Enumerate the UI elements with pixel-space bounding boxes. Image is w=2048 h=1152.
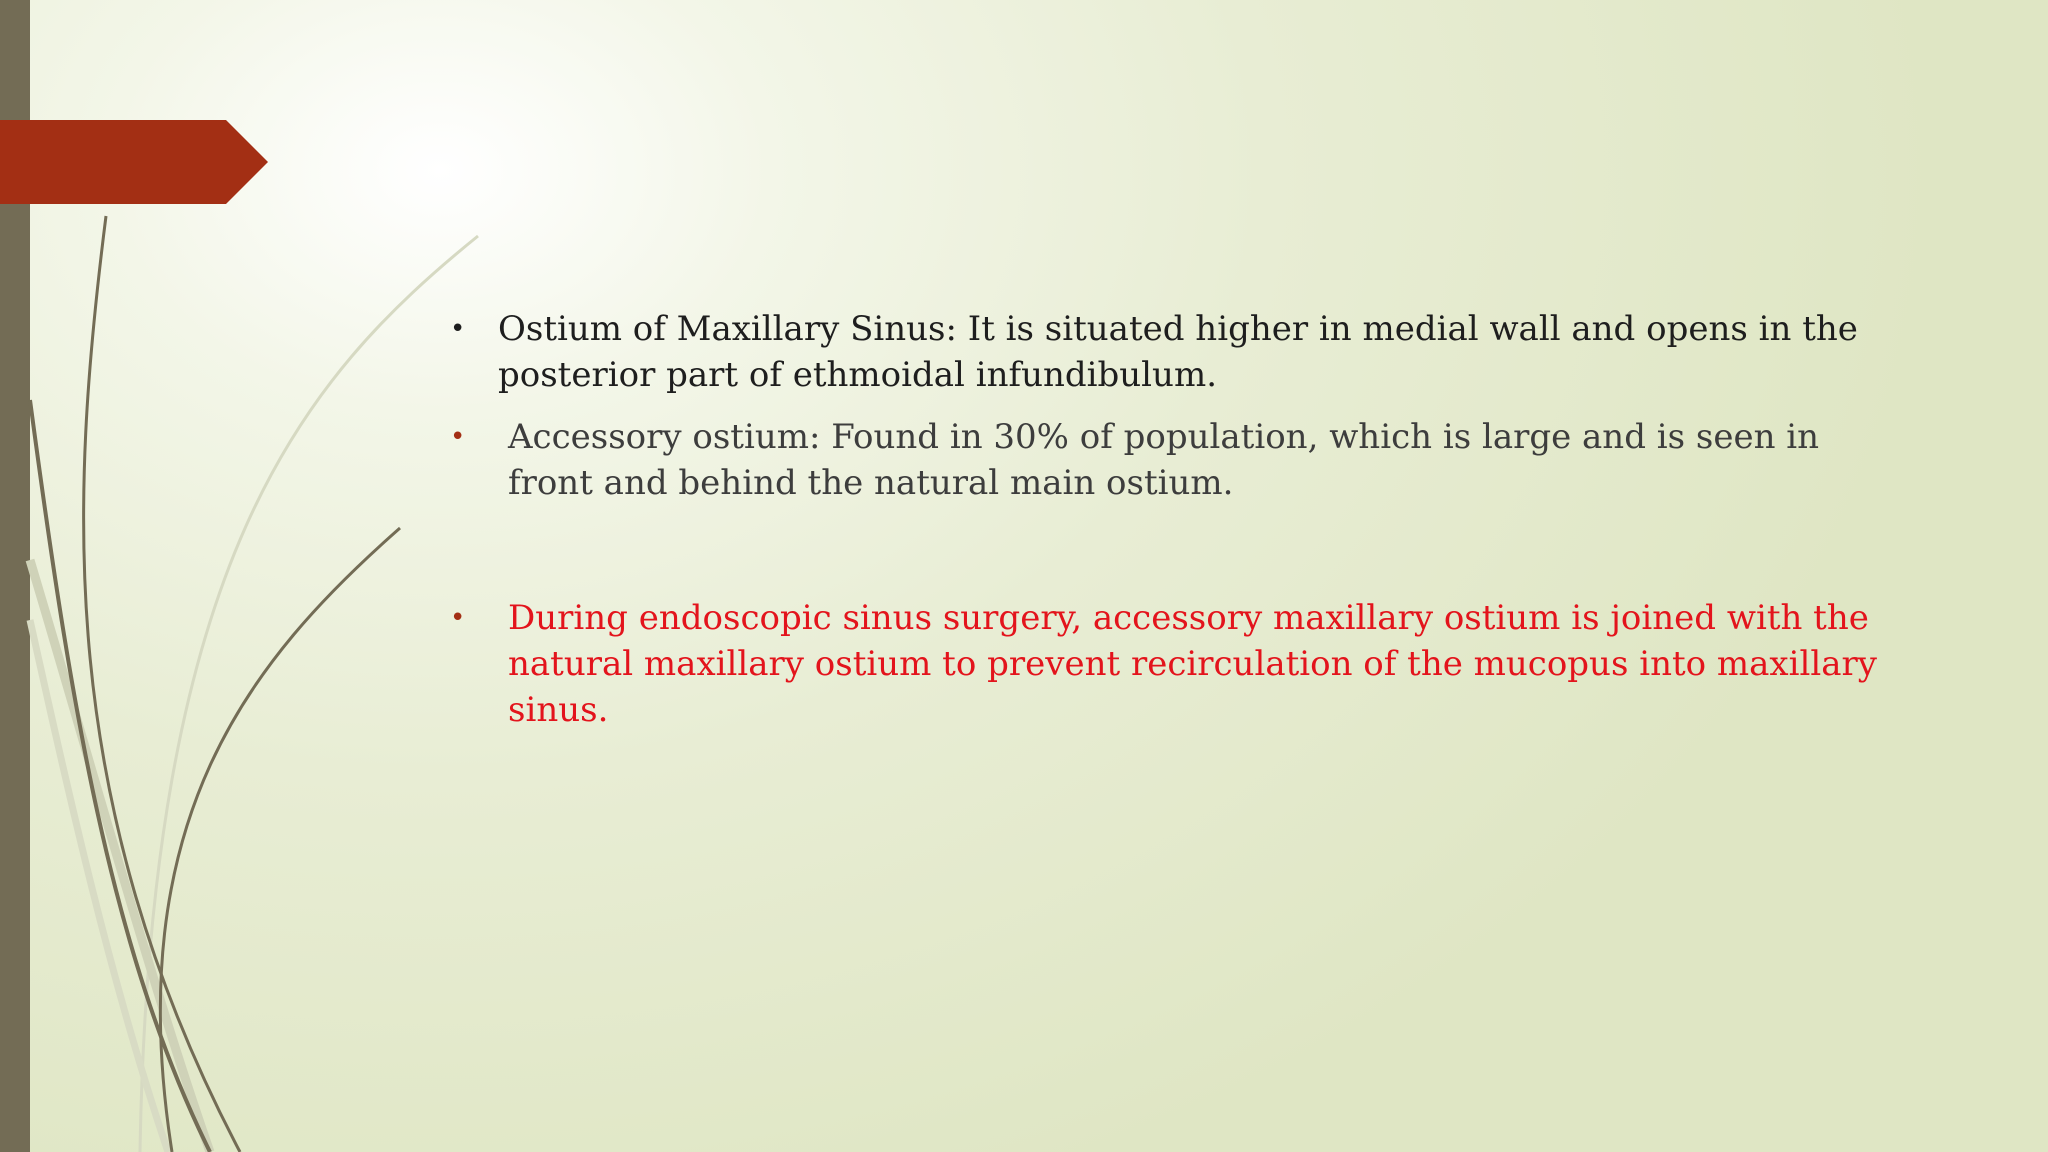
- bullet-marker: •: [450, 422, 466, 452]
- arrow-tab: [0, 120, 268, 204]
- pale-curve: [30, 620, 168, 1152]
- bullet-text: Accessory ostium: Found in 30% of population, which is large and is seen in front and behind the natural main ostium.: [508, 417, 1820, 503]
- bullet-item-accessory-ostium: [450, 414, 1900, 506]
- pale-curve: [30, 560, 210, 1152]
- bullet-item-ostium: [450, 306, 1900, 398]
- bullet-list: [450, 306, 1900, 733]
- bullet-marker: •: [450, 603, 466, 633]
- bullet-text: During endoscopic sinus surgery, accessory maxillary ostium is joined with the natural maxillary ostium to prevent recirculation of the mucopus into maxillary sinus.: [508, 598, 1877, 730]
- bullet-item-surgery-note: [450, 595, 1900, 733]
- bullet-marker: •: [450, 314, 466, 344]
- pale-curve: [140, 236, 478, 1152]
- bullet-text: Ostium of Maxillary Sinus: It is situated higher in medial wall and opens in the posterior part of ethmoidal infundibulum.: [498, 309, 1858, 395]
- dark-curve: [30, 400, 210, 1152]
